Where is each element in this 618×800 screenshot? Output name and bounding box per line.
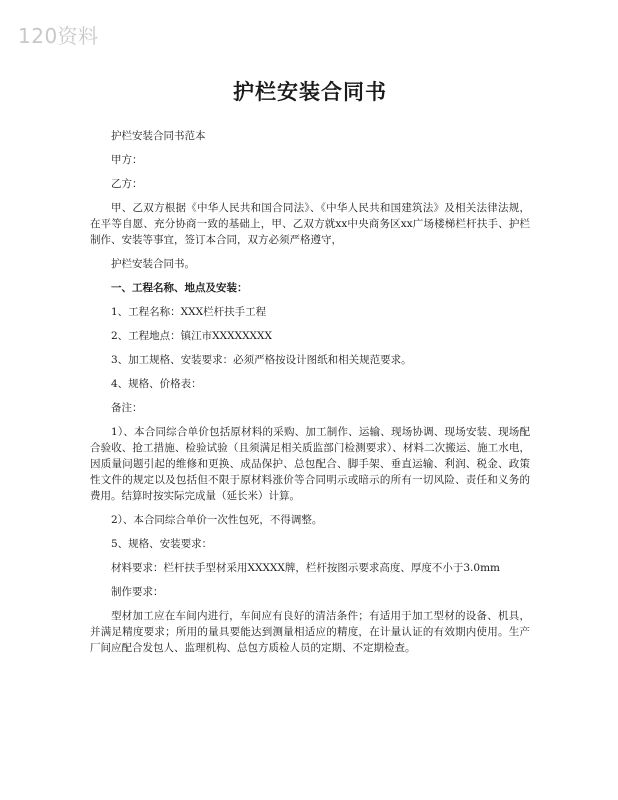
preamble-end: 护栏安装合同书。 xyxy=(111,258,195,270)
production-text: 型材加工应在车间内进行，车间应有良好的清洁条件；有适用于加工型材的设备、机具，并满足精度要求；所用的量具要能达到测量相适应的精度，在计量认证的有效期内使用。生产厂间应配合发包人、监理机构、总包方质检人员的定期、不定期检查。 xyxy=(90,610,530,654)
party-a-line: 甲方： xyxy=(111,154,143,166)
material-requirement: 材料要求：栏杆扶手型材采用XXXXX牌，栏杆按图示要求高度、厚度不小于3.0mm xyxy=(111,562,500,574)
item-1: 1、工程名称：XXX栏杆扶手工程 xyxy=(111,306,267,318)
intro-line: 护栏安装合同书范本 xyxy=(111,130,206,142)
note-label: 备注： xyxy=(111,402,143,414)
document-page xyxy=(90,76,530,664)
note-1: 1）、本合同综合单价包括原材料的采购、加工制作、运输、现场协调、现场安装、现场配合验收、抢工措施、检验试验（且须满足相关质监部门检测要求）、材料二次搬运、施工水电，因质量问题引起的维修和更换、成品保护、总包配合、脚手架、垂直运输、利润、税金、政策性文件的规定以及包括但不限于原材料涨价等合同明示或暗示的所有一切风险、责任和义务的费用。结算时按实际完成量（延长米）计算。 xyxy=(90,426,530,502)
item-5: 5、规格、安装要求： xyxy=(111,538,213,550)
preamble-paragraph: 甲、乙双方根据《中华人民共和国合同法》、《中华人民共和国建筑法》及相关法律法规，在平等自愿、充分协商一致的基础上，甲、乙双方就xx中央商务区xx广场楼梯栏杆扶手、护栏制作、安装等事宜，签订本合同，双方必须严格遵守， xyxy=(90,202,530,246)
production-label: 制作要求： xyxy=(111,586,164,598)
section-1-heading: 一、工程名称、地点及安装： xyxy=(111,282,248,294)
document-title: 护栏安装合同书 xyxy=(233,79,387,104)
item-2: 2、工程地点：镇江市XXXXXXXX xyxy=(111,330,272,342)
party-b-line: 乙方： xyxy=(111,178,143,190)
item-3: 3、加工规格、安装要求：必须严格按设计图纸和相关规范要求。 xyxy=(111,354,412,366)
note-2: 2）、本合同综合单价一次性包死，不得调整。 xyxy=(111,514,323,526)
item-4: 4、规格、价格表： xyxy=(111,378,202,390)
watermark-logo: 120资料 xyxy=(18,24,99,48)
